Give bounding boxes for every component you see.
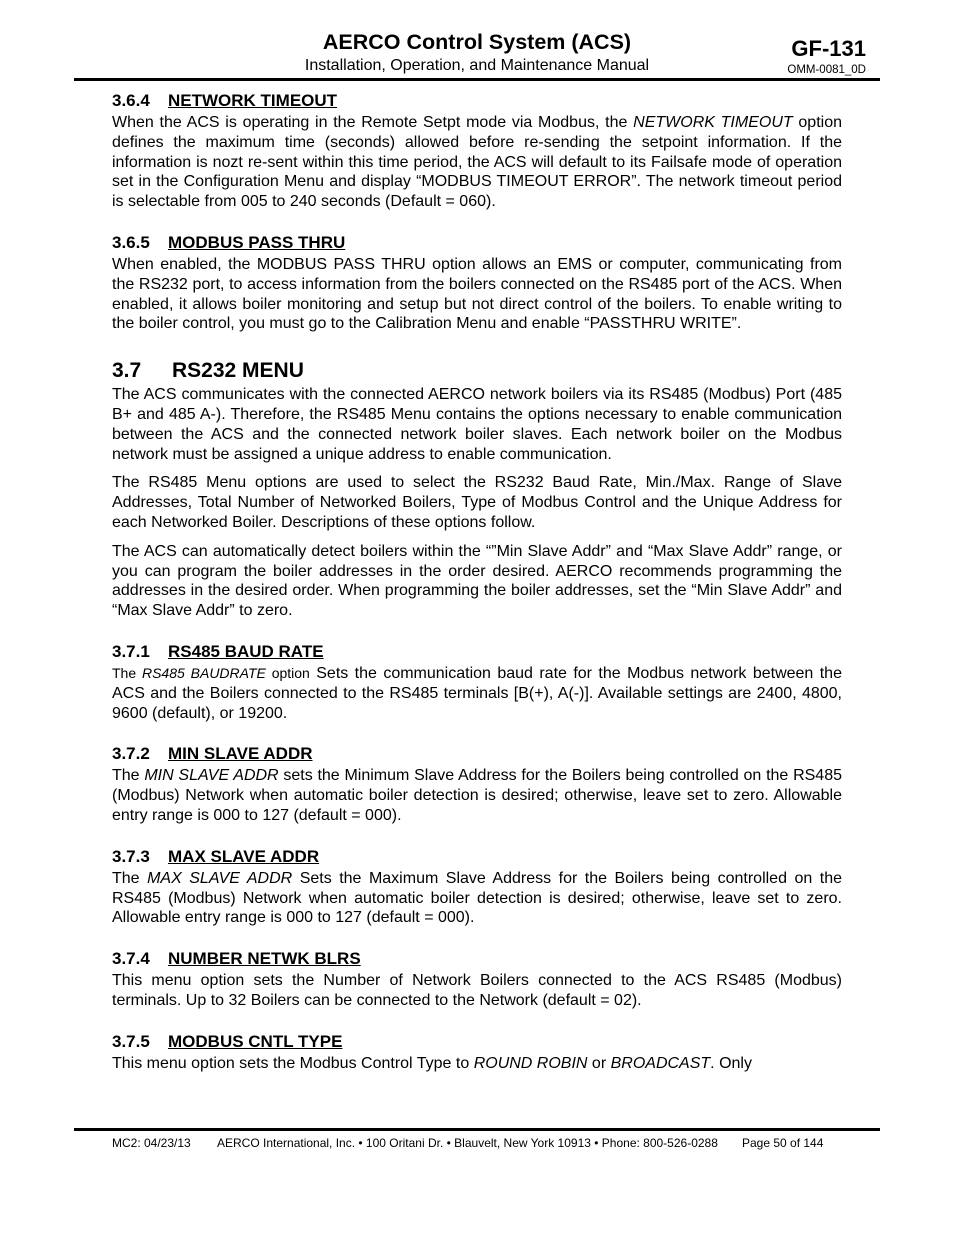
section-title: RS485 BAUD RATE [168, 641, 324, 661]
text-run: The [112, 664, 142, 681]
text-run: . Only [710, 1054, 752, 1072]
section-number: 3.6.4 [112, 91, 150, 110]
section-number: 3.7.2 [112, 744, 150, 764]
text-run: When the ACS is operating in the Remote Setpt mode via Modbus, the [112, 114, 634, 131]
section-title: MODBUS PASS THRU [168, 232, 346, 252]
section-title: MODBUS CNTL TYPE [168, 1031, 343, 1051]
italic-term: BROADCAST [610, 1054, 711, 1072]
paragraph: The ACS can automatically detect boilers within the “”Min Slave Addr” and “Max Slave Addr” range, or you can program the boiler addresses in the order desired. AERCO recommends programming the addresses in the desired order. When programming the boiler addresses, set the “Min Slave Addr” and “Max Slave Addr” to zero. [112, 542, 842, 620]
company-address: AERCO International, Inc. • 100 Oritani Dr. • Blauvelt, New York 10913 • Phone: 800-526-0288 [217, 1136, 718, 1150]
text-run: or [587, 1054, 611, 1072]
paragraph [112, 113, 842, 212]
section-number: 3.6.5 [112, 232, 150, 252]
italic-term: RS485 BAUDRATE [141, 664, 266, 681]
section-heading [112, 640, 842, 664]
section-heading [112, 1030, 842, 1054]
paragraph [112, 869, 842, 928]
chapter-heading [112, 357, 842, 385]
italic-term: MAX SLAVE ADDR [147, 869, 293, 887]
text-run: sets the Minimum Slave Address for the Boilers being controlled on the RS485 (Modbus) Network when automatic boiler detection is desired; otherwise, leave set to zero. Allowable entry range is 000 to 127 (default = 000). [112, 767, 843, 824]
footer-divider [74, 1128, 880, 1131]
text-run: option defines the maximum time (seconds) allowed before re-sending the setpoint information. If the information is nozt re-sent within this time period, the ACS will default to its Failsafe mode of operation set in the Configuration Menu and display “MODBUS TIMEOUT ERROR”. The network timeout period is selectable from 005 to 240 seconds (Default = 060). [112, 114, 842, 211]
paragraph [112, 766, 842, 825]
section-heading [112, 89, 842, 113]
document-number: OMM-0081_0D [787, 64, 866, 76]
paragraph: This menu option sets the Number of Network Boilers connected to the ACS RS485 (Modbus) terminals. Up to 32 Boilers can be connected to the Network (default = 02). [112, 972, 842, 1009]
page-header [74, 30, 880, 80]
section-title: RS232 MENU [172, 359, 304, 383]
italic-term: MIN SLAVE ADDR [144, 767, 279, 785]
section-heading [112, 947, 842, 971]
section-heading [112, 845, 842, 869]
text-run: The [112, 869, 148, 887]
italic-term: NETWORK TIMEOUT [633, 114, 793, 131]
section-title: MIN SLAVE ADDR [168, 744, 313, 764]
paragraph [112, 1054, 842, 1074]
section-heading [112, 742, 842, 766]
section-heading [112, 231, 842, 255]
paragraph: When enabled, the MODBUS PASS THRU option allows an EMS or computer, communicating from the RS232 port, to access information from the boilers connected on the RS485 port of the ACS. When enabled, it allows boiler monitoring and setup but not direct control of the boilers. To enable writing to the boiler control, you must go to the Calibration Menu and enable “PASSTHRU WRITE”. [112, 255, 842, 333]
text-run: This menu option sets the Modbus Control Type to [112, 1054, 474, 1072]
paragraph: The ACS communicates with the connected AERCO network boilers via its RS485 (Modbus) Port (485 B+ and 485 A-). Therefore, the RS485 Menu contains the options necessary to enable communication between the ACS and the connected network boiler slaves. Each network boiler on the Modbus network must be assigned a unique address to enable communication. [112, 386, 842, 463]
section-number: 3.7.5 [112, 1031, 150, 1051]
text-run: option [265, 664, 310, 681]
section-title: NETWORK TIMEOUT [168, 91, 338, 110]
paragraph [112, 664, 842, 723]
text-run: Sets the communication baud rate for the Modbus network between the ACS and the Boilers connected to the RS485 terminals [B(+), A(-)]. Available settings are 2400, 4800, 9600 (default), or 19200. [112, 664, 842, 722]
section-title: MAX SLAVE ADDR [168, 846, 320, 866]
section-number: 3.7.3 [112, 846, 150, 866]
revision-date: MC2: 04/23/13 [112, 1136, 191, 1150]
page-content [112, 89, 842, 1074]
text-run: Sets the Maximum Slave Address for the Boilers being controlled on the RS485 (Modbus) Network when automatic boiler detection is desired; otherwise, leave set to zero. Allowable entry range is 000 to 127 (default = 000). [112, 869, 843, 927]
header-divider [74, 78, 880, 81]
section-title: NUMBER NETWK BLRS [168, 949, 361, 969]
document-code: GF-131 [791, 36, 866, 61]
manual-subtitle: Installation, Operation, and Maintenance Manual [304, 57, 650, 74]
paragraph: The RS485 Menu options are used to select the RS232 Baud Rate, Min./Max. Range of Slave Addresses, Total Number of Networked Boilers, Type of Modbus Control and the Unique Address for each Networked Boiler. Descriptions of these options follow. [112, 474, 842, 531]
page-number: Page 50 of 144 [742, 1136, 824, 1150]
section-number: 3.7.1 [112, 641, 150, 661]
section-number: 3.7.4 [112, 949, 150, 969]
section-number: 3.7 [112, 359, 142, 383]
manual-title: AERCO Control System (ACS) [322, 30, 632, 54]
italic-term: ROUND ROBIN [473, 1054, 588, 1072]
text-run: The [112, 767, 145, 785]
